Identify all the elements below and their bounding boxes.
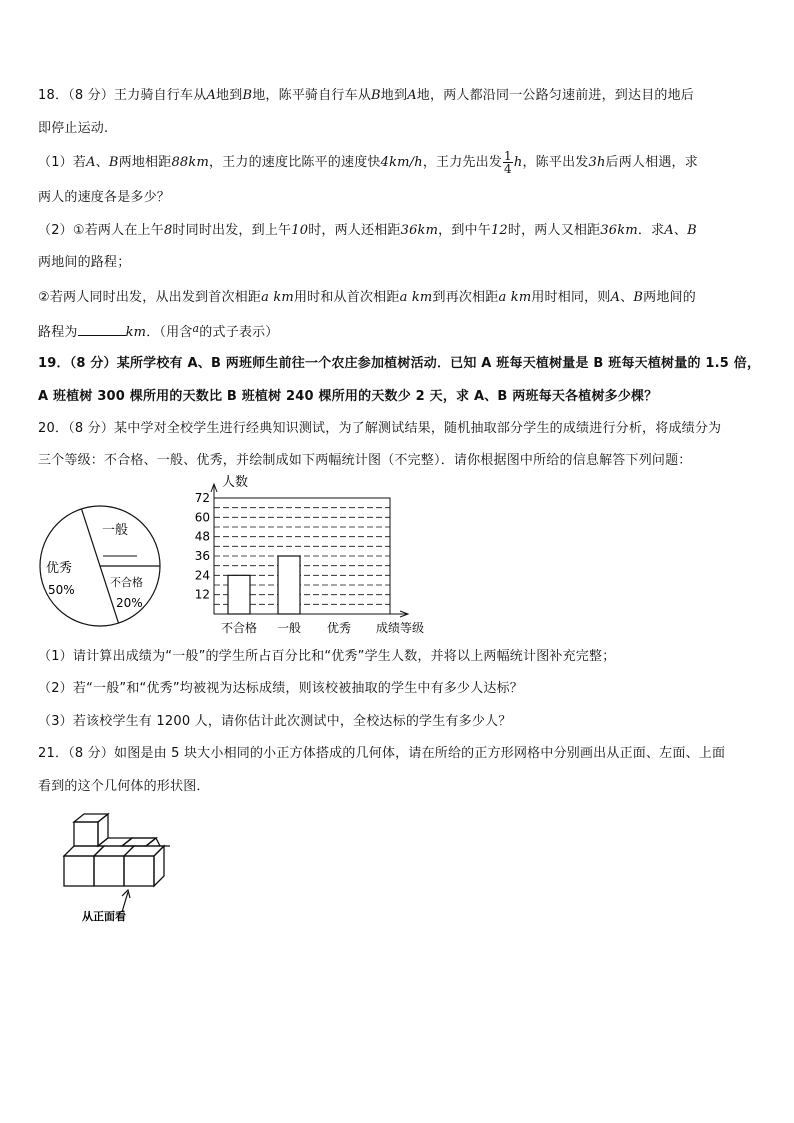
q18-line1: 18．（8 分）王力骑自行车从A地到B地，陈平骑自行车从B地到A地，两人都沿同一公路匀速前进，到达目的地后 (38, 88, 694, 103)
x-tick-label: 一般 (276, 621, 302, 634)
cube-right-side (154, 846, 164, 886)
pie-value-buhege: 20% (116, 596, 143, 610)
y-axis-label: 人数 (222, 475, 249, 490)
x-tick-label: 不合格 (220, 621, 258, 634)
cube-b4-topface (122, 838, 156, 846)
y-tick-label: 12 (194, 587, 210, 602)
y-tick-label: 48 (194, 529, 210, 544)
view-caption: 从正面看 (82, 910, 126, 922)
cube-b4-top (146, 838, 170, 846)
q20-sub2: （2）若“一般”和“优秀”均被视为达标成绩，则该校被抽取的学生中有多少人达标？ (38, 681, 524, 696)
bar-chart (180, 474, 440, 634)
q18-part3: ②若两人同时出发，从出发到首次相距a km用时和从首次相距a km到再次相距a km用时相同，则A、B两地间的 (38, 290, 696, 305)
q20-line1: 20．（8 分）某中学对全校学生进行经典知识测试，为了解测试结果，随机抽取部分学生的成绩进行分析，将成绩分为 (38, 421, 722, 436)
cube-front-3 (124, 856, 154, 886)
pie-label-youxiu: 优秀 (46, 561, 73, 576)
cube-figure (60, 812, 180, 922)
q18-part3-line2: 路程为 km．（用含$^a$的式子表示） (38, 322, 279, 340)
x-axis-label: 成绩等级 (376, 621, 425, 634)
x-tick-label: 优秀 (326, 621, 352, 634)
answer-blank[interactable] (78, 323, 126, 336)
cube-front-2 (94, 856, 124, 886)
bar-1 (278, 556, 300, 614)
q20-sub1: （1）请计算出成绩为“一般”的学生所占百分比和“优秀”学生人数，并将以上两幅统计图补充完整； (38, 649, 616, 664)
q21-line2: 看到的这个几何体的形状图． (38, 779, 210, 794)
q20-line2: 三个等级：不合格、一般、优秀，并绘制成如下两幅统计图（不完整）．请你根据图中所给的信息解答下列问题： (38, 453, 692, 468)
cube-front-1-top (64, 846, 104, 856)
q19-line2: A 班植树 300 棵所用的天数比 B 班植树 240 棵所用的天数少 2 天，求 A、B 两班每天各植树多少棵？ (38, 389, 658, 404)
fraction-quarter: $\frac{1}{4}$ (504, 149, 512, 176)
q19-line1: 19．（8 分）某所学校有 A、B 两班师生前往一个农庄参加植树活动．已知 A 班每天植树量是 B 班每天植树量的 1.5 倍， (38, 356, 761, 371)
pie-label-yiban: 一般 (102, 523, 129, 538)
q21-line1: 21．（8 分）如图是由 5 块大小相同的小正方体搭成的几何体，请在所给的正方形网格中分别画出从正面、左面、上面 (38, 746, 726, 761)
cube-top-front (74, 822, 98, 846)
y-tick-label: 24 (194, 568, 210, 583)
cube-front-1 (64, 856, 94, 886)
bar-0 (228, 575, 250, 614)
q18-part2-line2: 两地间的路程； (38, 255, 131, 270)
y-tick-label: 36 (194, 549, 210, 563)
q18-line2: 即停止运动. (38, 121, 109, 136)
pie-chart (30, 496, 170, 636)
cube-front-3-top (124, 846, 164, 856)
q20-sub3: （3）若该校学生有 1200 人，请你估计此次测试中，全校达标的学生有多少人？ (38, 714, 512, 729)
y-tick-label: 60 (194, 510, 210, 525)
pie-value-youxiu: 50% (48, 583, 75, 597)
pie-label-buhege: 不合格 (110, 576, 143, 589)
cube-front-2-top (94, 846, 134, 856)
q18-part2: （2）①若两人在上午8时同时出发，到上午10时，两人还相距36km，到中午12时，两人又相距36km．求A、B (38, 223, 697, 238)
q18-part1-line2: 两人的速度各是多少？ (38, 190, 171, 205)
q18-part1: （1）若A、B两地相距88km，王力的速度比陈平的速度快4km/h，王力先出发 $\frac{1}{4}$ h，陈平出发3h后两人相遇，求 (38, 149, 698, 176)
y-tick-label: 72 (194, 491, 210, 505)
